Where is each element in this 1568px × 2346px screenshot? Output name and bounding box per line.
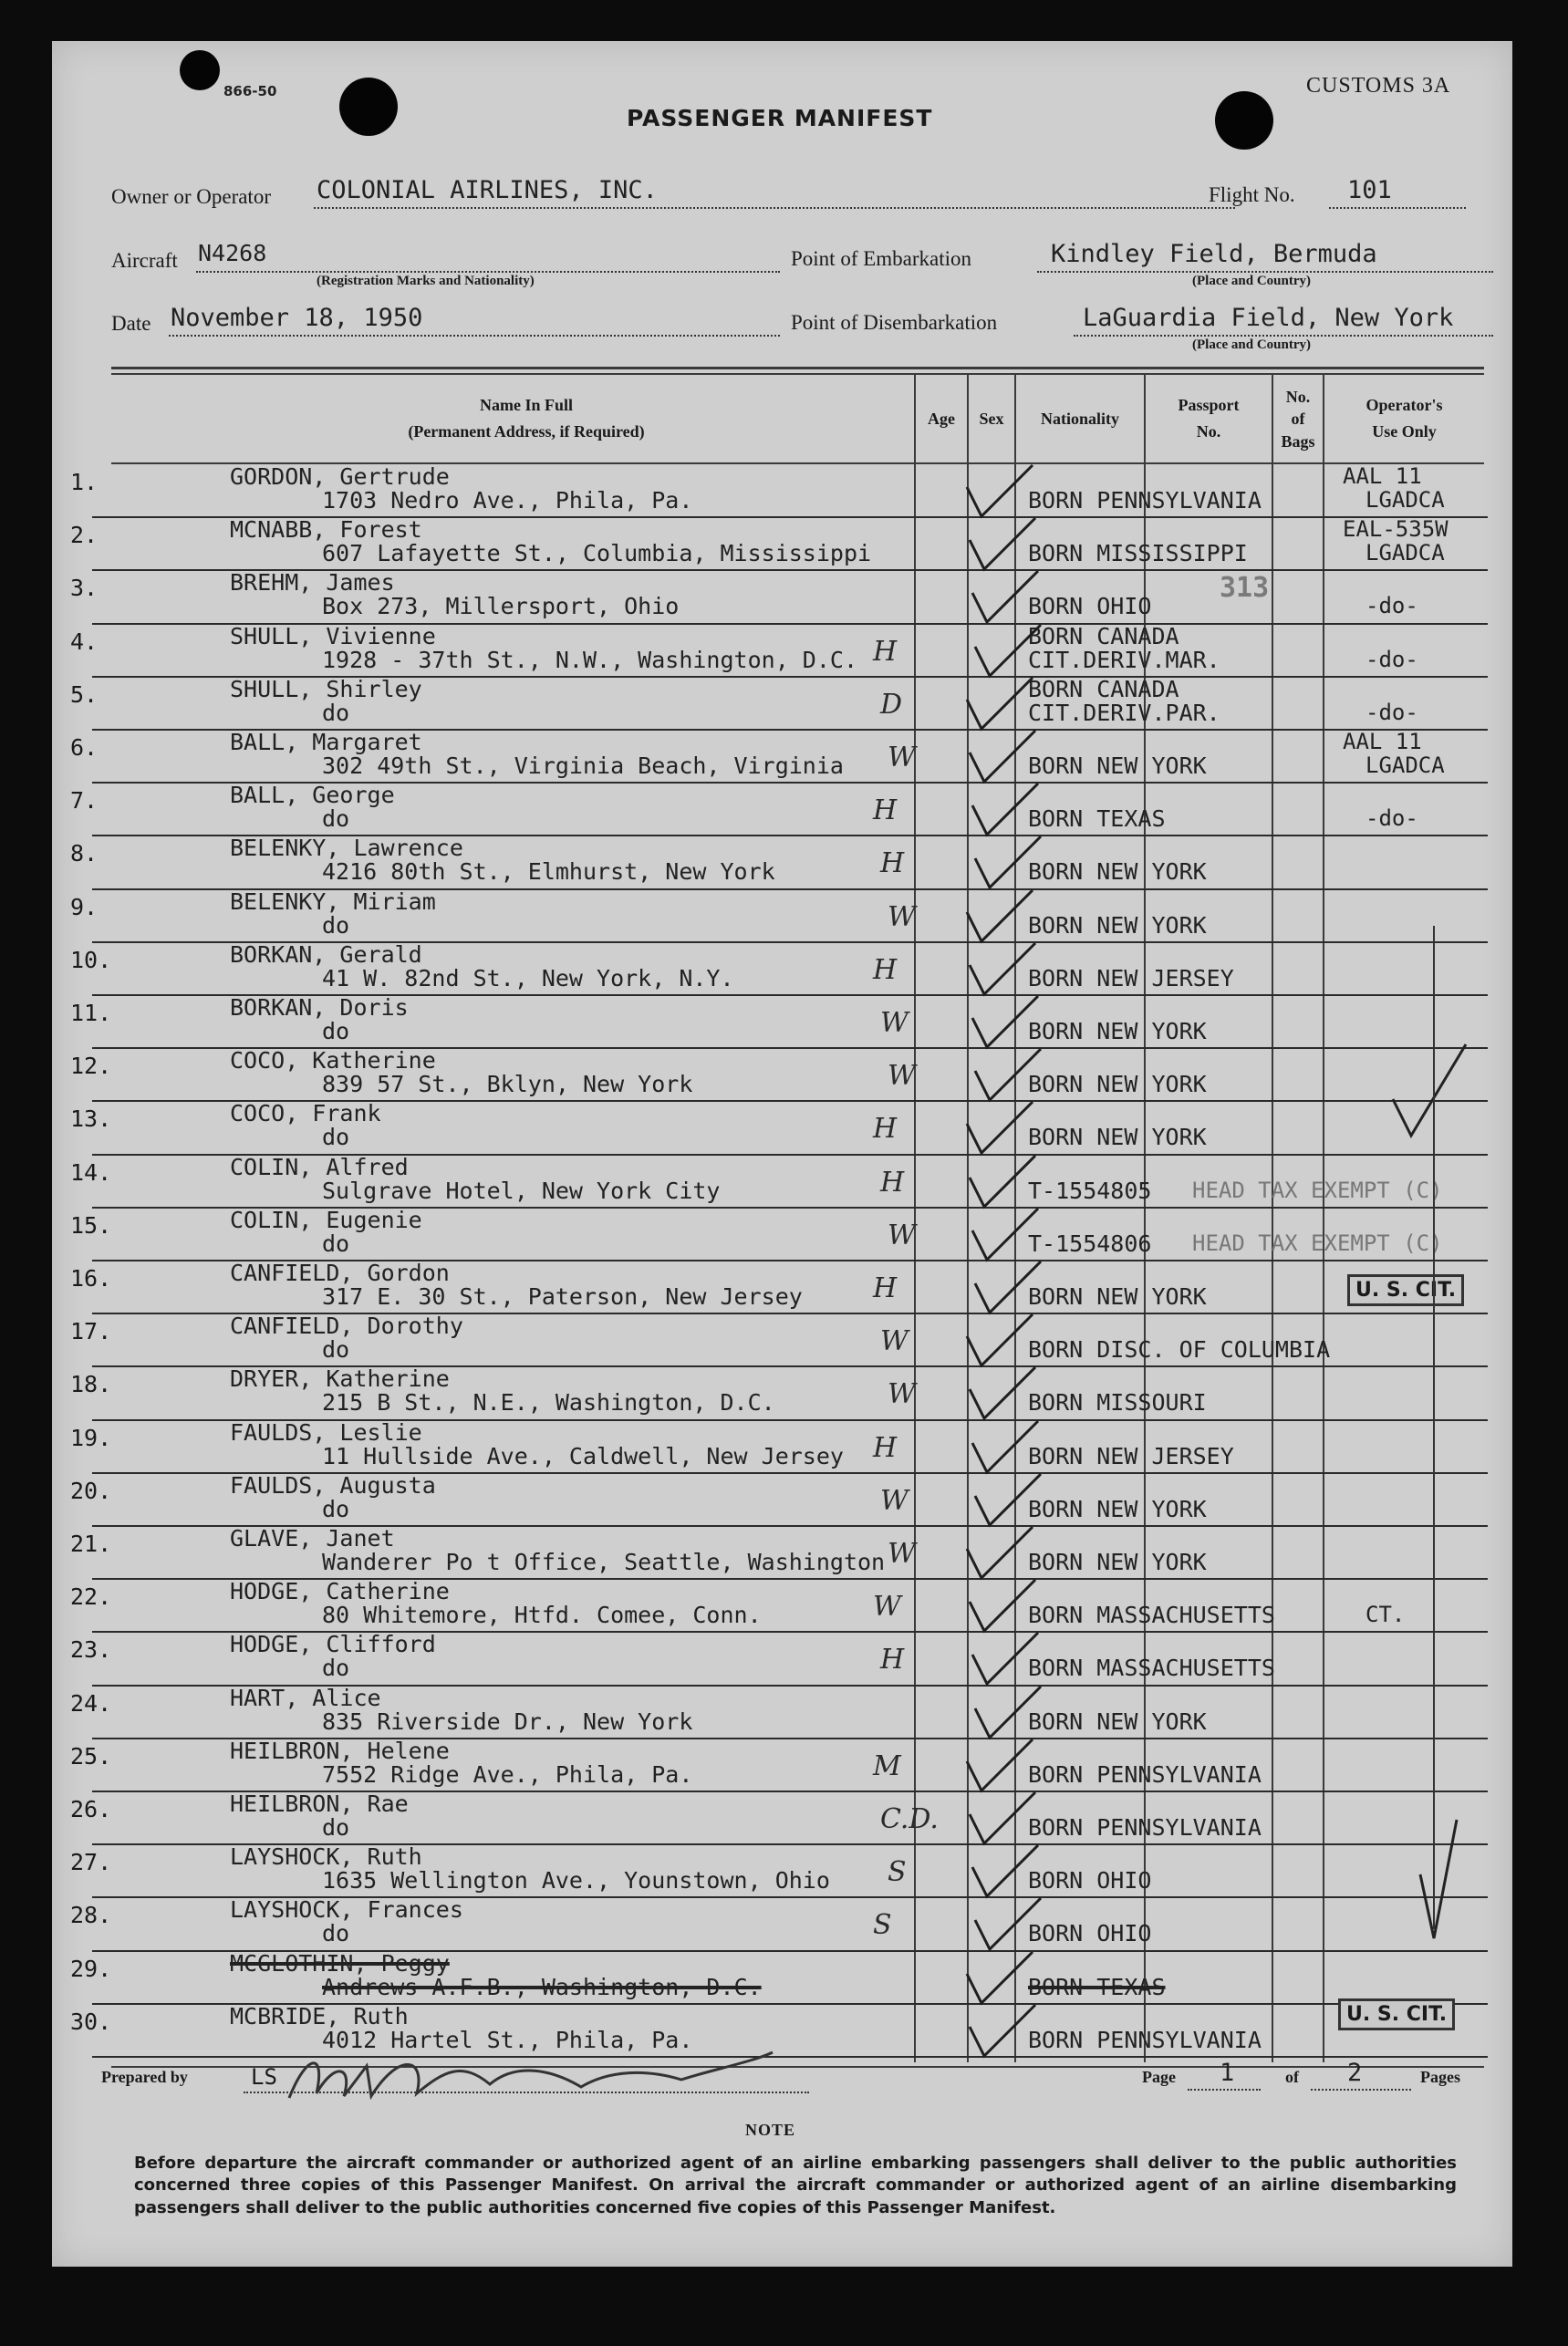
punch-hole-left (339, 78, 398, 136)
punch-hole-right (1215, 91, 1273, 150)
passenger-address: 215 B St., N.E., Washington, D.C. (322, 1389, 775, 1417)
nationality-value: BORN NEW YORK (1028, 1549, 1207, 1575)
passenger-address: 835 Riverside Dr., New York (322, 1708, 693, 1735)
operator-check-mark-upper (1393, 1044, 1466, 1136)
note-text: Before departure the aircraft commander or authorized agent of an airline embarking passengers shall deliver to the public authorities concerned three copies of this Passenger Manifest. On arrival the aircraft commander or authorized agent of an airline disembarking passengers shall deliver to the public authorities concerned five copies of this Passenger Manifest. (134, 2154, 1457, 2217)
flight-underline (1329, 207, 1466, 209)
operator-use-2: -do- (1366, 699, 1418, 725)
passenger-address: do (322, 1655, 350, 1682)
passenger-name: CANFIELD, Dorothy (230, 1313, 463, 1340)
passenger-name: HODGE, Clifford (230, 1631, 436, 1658)
flight-value: 101 (1347, 176, 1392, 204)
note-title: NOTE (745, 2121, 796, 2139)
col-header-bags (1273, 386, 1323, 452)
row-number: 13. (70, 1106, 112, 1133)
sex-mark: D (880, 688, 903, 721)
nationality-value: BORN NEW YORK (1028, 1124, 1207, 1151)
pages-label: Pages (1420, 2068, 1460, 2086)
embarkation-value: Kindley Field, Bermuda (1051, 240, 1377, 268)
sex-mark: C.D. (880, 1803, 939, 1835)
row-number: 8. (70, 840, 99, 867)
operator-check-marks (1366, 908, 1493, 1984)
operator-use-2: -do- (1366, 593, 1418, 619)
sex-mark: W (888, 742, 916, 773)
col-header-operator (1324, 392, 1484, 445)
row-number: 18. (70, 1371, 112, 1398)
aircraft-label: Aircraft (111, 249, 178, 272)
disembarkation-label: Point of Disembarkation (791, 311, 998, 334)
col-divider-bags (1272, 375, 1273, 2062)
passenger-address: do (322, 1124, 350, 1151)
operator-use-2: LGADCA (1366, 487, 1445, 513)
row-number: 2. (70, 522, 99, 549)
row-number: 20. (70, 1477, 112, 1504)
nationality-value: BORN NEW YORK (1028, 1495, 1207, 1522)
aircraft-underline (196, 271, 780, 273)
sex-mark: W (880, 1484, 909, 1517)
col-header-sex: Sex (979, 410, 1004, 428)
operator-use-2: LGADCA (1366, 540, 1445, 566)
sex-mark: W (888, 1219, 916, 1251)
passenger-address: Sulgrave Hotel, New York City (322, 1177, 721, 1204)
nationality-value: BORN NEW YORK (1028, 1071, 1207, 1098)
operator-use-1: AAL 11 (1343, 729, 1422, 754)
passenger-address: 11 Hullside Ave., Caldwell, New Jersey (322, 1442, 844, 1469)
row-number: 4. (70, 628, 99, 655)
sex-mark: H (880, 1644, 905, 1676)
nationality-line-1: BORN CANADA (1028, 675, 1179, 702)
nationality-value: BORN OHIO (1028, 593, 1152, 620)
date-value: November 18, 1950 (171, 304, 423, 332)
disembarkation-underline (1074, 335, 1493, 337)
customs-label: CUSTOMS 3A (1306, 74, 1451, 98)
passenger-address: Box 273, Millersport, Ohio (322, 593, 680, 620)
passenger-name: HEILBRON, Rae (230, 1791, 409, 1817)
sex-mark: W (880, 1007, 909, 1039)
passenger-address: 839 57 St., Bklyn, New York (322, 1071, 693, 1098)
nationality-value: BORN MISSOURI (1028, 1389, 1207, 1417)
sex-mark: H (873, 1113, 898, 1146)
page-value: 1 (1220, 2059, 1235, 2087)
nationality-value: BORN OHIO (1028, 1920, 1152, 1947)
pages-underline (1311, 2089, 1411, 2091)
row-number: 21. (70, 1531, 112, 1557)
date-underline (169, 335, 780, 337)
nationality-value: BORN NEW JERSEY (1028, 1442, 1234, 1469)
passenger-address: Wanderer Po t Office, Seattle, Washington (322, 1549, 886, 1575)
sex-mark: W (888, 1060, 916, 1093)
col-header-name-sub: (Permanent Address, if Required) (408, 421, 645, 441)
row-number: 6. (70, 734, 99, 761)
nationality-value: BORN TEXAS (1028, 805, 1166, 833)
row-number: 27. (70, 1849, 112, 1876)
passenger-address: do (322, 1336, 350, 1364)
owner-value: COLONIAL AIRLINES, INC. (317, 176, 658, 204)
nationality-value: BORN NEW YORK (1028, 1708, 1207, 1735)
passenger-address: do (322, 805, 350, 833)
nationality-value: BORN OHIO (1028, 1867, 1152, 1894)
sex-mark: H (880, 1166, 905, 1199)
nationality-value: BORN PENNSYLVANIA (1028, 2026, 1262, 2053)
operator-check-mark-lower (1420, 1820, 1457, 1938)
row-number: 23. (70, 1636, 112, 1664)
passenger-address: 41 W. 82nd St., New York, N.Y. (322, 964, 734, 991)
disembarkation-caption: (Place and Country) (1192, 337, 1311, 352)
passenger-address: 80 Whitemore, Htfd. Comee, Conn. (322, 1602, 762, 1629)
col-header-bags-1: No. (1285, 388, 1311, 406)
operator-use-2: CT. (1366, 1602, 1406, 1628)
row-number: 19. (70, 1424, 112, 1451)
col-header-bags-3: Bags (1281, 431, 1315, 451)
nationality-value: BORN DISC. OF COLUMBIA (1028, 1336, 1331, 1364)
row-number: 28. (70, 1902, 112, 1929)
nationality-value: BORN NEW YORK (1028, 1018, 1207, 1044)
passenger-name: LAYSHOCK, Frances (230, 1896, 463, 1924)
pages-value: 2 (1347, 2059, 1363, 2087)
passenger-name: HART, Alice (230, 1684, 381, 1711)
passenger-name: SHULL, Shirley (230, 675, 422, 702)
aircraft-value: N4268 (198, 240, 267, 266)
owner-label: Owner or Operator (111, 185, 271, 208)
passenger-address: do (322, 1230, 350, 1257)
nationality-value: BORN PENNSYLVANIA (1028, 487, 1262, 514)
passenger-address: do (322, 1018, 350, 1044)
passenger-name: HEILBRON, Helene (230, 1737, 450, 1764)
row-number: 16. (70, 1265, 112, 1292)
operator-use-2: -do- (1366, 646, 1418, 672)
nationality-value: T-1554806 (1028, 1230, 1152, 1257)
row-number: 9. (70, 893, 99, 920)
page-label: Page (1142, 2068, 1176, 2086)
passenger-name: BALL, Margaret (230, 729, 422, 755)
passenger-name: LAYSHOCK, Ruth (230, 1843, 422, 1871)
age-check-mark (962, 1999, 1044, 2063)
embarkation-caption: (Place and Country) (1192, 274, 1311, 288)
passenger-name: SHULL, Vivienne (230, 622, 436, 649)
row-number: 26. (70, 1796, 112, 1822)
passenger-name: MCGLOTHIN, Peggy (230, 1949, 450, 1977)
row-number: 5. (70, 680, 99, 708)
row-number: 10. (70, 946, 112, 973)
operator-use-1: EAL-535W (1343, 516, 1449, 543)
sex-mark: W (873, 1591, 901, 1624)
passenger-name: MCBRIDE, Ruth (230, 2002, 409, 2029)
passenger-address: 7552 Ridge Ave., Phila, Pa. (322, 1760, 693, 1788)
row-number: 30. (70, 2008, 112, 2035)
sex-mark: H (880, 847, 905, 880)
nationality-value: CIT.DERIV.MAR. (1028, 646, 1220, 673)
passenger-address: 4216 80th St., Elmhurst, New York (322, 858, 775, 886)
passenger-name: BORKAN, Gerald (230, 940, 422, 968)
nationality-value: BORN MASSACHUSETTS (1028, 1655, 1275, 1682)
nationality-value: BORN NEW YORK (1028, 1283, 1207, 1310)
col-header-operator-1: Operator's (1366, 396, 1443, 414)
passenger-address: 317 E. 30 St., Paterson, New Jersey (322, 1283, 803, 1310)
col-header-passport-2: No. (1196, 421, 1221, 441)
table-top-rule-2 (111, 373, 1484, 375)
row-number: 15. (70, 1211, 112, 1239)
embarkation-label: Point of Embarkation (791, 247, 972, 270)
col-header-age: Age (928, 410, 955, 428)
owner-underline (314, 207, 1235, 209)
row-number: 22. (70, 1583, 112, 1611)
sex-mark: H (873, 953, 898, 986)
nationality-value: BORN NEW YORK (1028, 753, 1207, 779)
nationality-value: CIT.DERIV.PAR. (1028, 699, 1220, 726)
passenger-address: 1635 Wellington Ave., Younstown, Ohio (322, 1867, 830, 1894)
passenger-name: COLIN, Alfred (230, 1153, 409, 1180)
embarkation-underline (1037, 271, 1493, 273)
registration-caption: (Registration Marks and Nationality) (317, 274, 535, 288)
passenger-name: COCO, Katherine (230, 1047, 436, 1074)
nationality-value: BORN MISSISSIPPI (1028, 540, 1248, 567)
passenger-name: HODGE, Catherine (230, 1578, 450, 1605)
sex-mark: H (873, 1272, 898, 1304)
operator-use-1: AAL 11 (1343, 463, 1422, 489)
passenger-address: do (322, 911, 350, 939)
passenger-name: MCNABB, Forest (230, 516, 422, 544)
sex-mark: W (888, 900, 916, 933)
sex-mark: H (873, 1431, 898, 1464)
operator-use-2: LGADCA (1366, 753, 1445, 778)
nationality-value: BORN PENNSYLVANIA (1028, 1814, 1262, 1841)
col-header-passport-1: Passport (1178, 396, 1240, 414)
passenger-name: FAULDS, Augusta (230, 1471, 436, 1499)
us-cit-stamp-30: U. S. CIT. (1338, 1998, 1455, 2030)
prepared-value: LS (251, 2064, 277, 2090)
passenger-name: BORKAN, Doris (230, 994, 409, 1021)
col-header-name-title: Name In Full (479, 396, 573, 414)
passenger-name: BALL, George (230, 782, 395, 809)
row-number: 29. (70, 1955, 112, 1982)
margin-number: 313 (1220, 572, 1270, 604)
passenger-address: Andrews A.F.B., Washington, D.C. (322, 1973, 762, 2000)
passenger-address: do (322, 1495, 350, 1522)
passenger-name: GORDON, Gertrude (230, 463, 450, 490)
date-label: Date (111, 312, 151, 335)
passenger-name: COLIN, Eugenie (230, 1206, 422, 1233)
row-number: 17. (70, 1318, 112, 1345)
us-cit-stamp-16: U. S. CIT. (1347, 1274, 1464, 1306)
flight-label: Flight No. (1209, 183, 1295, 206)
passenger-name: FAULDS, Leslie (230, 1418, 422, 1446)
nationality-value: BORN NEW YORK (1028, 911, 1207, 939)
col-header-name (298, 392, 754, 445)
sex-mark: H (873, 635, 898, 668)
nationality-value: T-1554805 (1028, 1177, 1152, 1204)
operator-use-2: -do- (1366, 805, 1418, 832)
passenger-address: do (322, 699, 350, 726)
nationality-value: BORN NEW JERSEY (1028, 964, 1234, 991)
sex-mark: M (873, 1749, 901, 1782)
passenger-name: COCO, Frank (230, 1100, 381, 1127)
manifest-sheet (52, 41, 1512, 2267)
disembarkation-value: LaGuardia Field, New York (1083, 304, 1454, 332)
sex-mark: H (873, 794, 898, 827)
passenger-name: DRYER, Katherine (230, 1365, 450, 1393)
passenger-name: CANFIELD, Gordon (230, 1260, 450, 1286)
punch-hole-corner (180, 50, 220, 90)
sex-mark: S (888, 1856, 907, 1889)
nationality-value: BORN TEXAS (1028, 1973, 1166, 2000)
signature (280, 2043, 791, 2116)
row-number: 3. (70, 575, 99, 602)
row-number: 12. (70, 1053, 112, 1080)
form-number: 866-50 (223, 83, 277, 99)
operator-use-2: HEAD TAX EXEMPT (C) (1192, 1177, 1443, 1203)
nationality-line-1: BORN CANADA (1028, 622, 1179, 649)
row-number: 25. (70, 1742, 112, 1770)
sex-mark: W (888, 1378, 916, 1411)
page-title: PASSENGER MANIFEST (627, 105, 933, 131)
row-number: 7. (70, 787, 99, 815)
passenger-address: 1703 Nedro Ave., Phila, Pa. (322, 487, 693, 514)
sex-mark: W (880, 1325, 909, 1358)
col-header-operator-2: Use Only (1372, 421, 1437, 441)
page-underline (1188, 2089, 1261, 2091)
passenger-name: GLAVE, Janet (230, 1525, 395, 1552)
col-header-bags-2: of (1291, 410, 1305, 429)
table-top-rule (111, 367, 1484, 369)
passenger-address: do (322, 1814, 350, 1841)
row-number: 1. (70, 469, 99, 495)
nationality-value: BORN PENNSYLVANIA (1028, 1760, 1262, 1788)
col-header-nationality: Nationality (1040, 410, 1119, 428)
passenger-name: BREHM, James (230, 569, 395, 597)
row-number: 14. (70, 1158, 112, 1186)
of-label: of (1285, 2068, 1299, 2086)
nationality-value: BORN MASSACHUSETTS (1028, 1602, 1275, 1629)
passenger-address: 1928 - 37th St., N.W., Washington, D.C. (322, 646, 857, 673)
prepared-label: Prepared by (101, 2068, 188, 2086)
col-header-passport (1146, 392, 1272, 445)
passenger-name: BELENKY, Miriam (230, 888, 436, 915)
passenger-address: do (322, 1920, 350, 1947)
row-number: 24. (70, 1689, 112, 1717)
row-number: 11. (70, 1000, 112, 1026)
sex-mark: W (888, 1538, 916, 1570)
passenger-address: 4012 Hartel St., Phila, Pa. (322, 2026, 693, 2053)
passenger-name: BELENKY, Lawrence (230, 835, 463, 862)
sex-mark: S (873, 1909, 892, 1942)
passenger-address: 607 Lafayette St., Columbia, Mississippi (322, 540, 872, 567)
col-divider-operator (1323, 375, 1324, 2062)
operator-use-2: HEAD TAX EXEMPT (C) (1192, 1230, 1443, 1256)
nationality-value: BORN NEW YORK (1028, 858, 1207, 886)
passenger-address: 302 49th St., Virginia Beach, Virginia (322, 753, 844, 779)
